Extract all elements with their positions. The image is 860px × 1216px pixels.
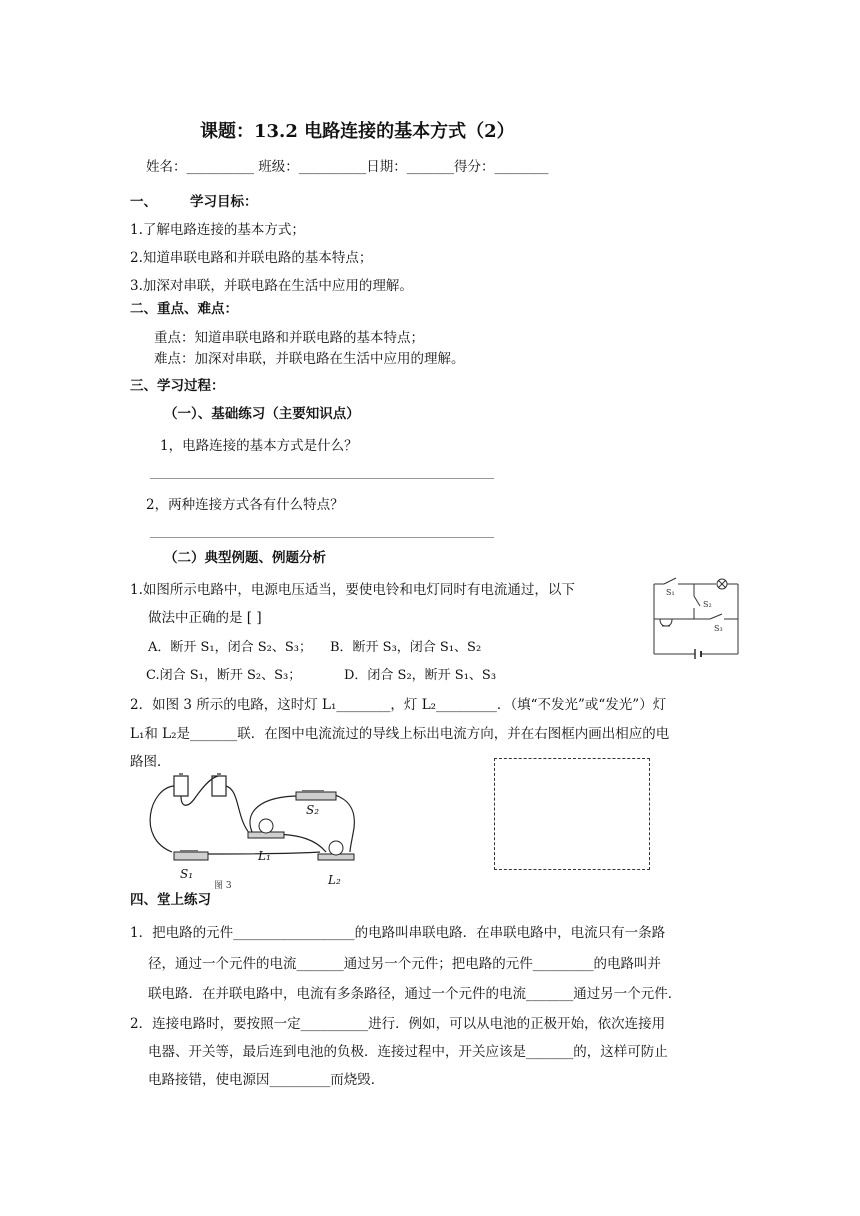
fig3-label-s2: S₂	[306, 803, 320, 817]
goal-item: 3.加深对串联，并联电路在生活中应用的理解。	[130, 278, 413, 294]
student-info-line: 姓名：__________ 班级：__________日期：_______得分：________	[146, 159, 549, 175]
fig3-label-l2: L₂	[328, 873, 341, 887]
example-2-line-1: 2．如图 3 所示的电路，这时灯 L₁________，灯 L₂_________．（填“不发光”或“发光”）灯	[130, 697, 667, 713]
practice-1-line-2: 径，通过一个元件的电流_______通过另一个元件；把电路的元件_________的电路叫并	[148, 956, 661, 972]
subsection-basic-practice: （一）、基础练习（主要知识点）	[164, 406, 360, 422]
fig3-label-s1: S₁	[180, 867, 194, 881]
fig3-caption: 图 3	[214, 881, 232, 890]
section-2-heading: 二、重点、难点：	[130, 301, 238, 317]
fig1-label-s3: S₃	[714, 624, 723, 633]
practice-1-line-3: 联电路．在并联电路中，电流有多条路径，通过一个元件的电流_______通过另一个元件．	[148, 986, 682, 1002]
section-1-heading	[130, 190, 258, 210]
wire	[300, 793, 354, 852]
question-2: 2，两种连接方式各有什么特点？	[146, 497, 344, 513]
answer-line-2	[150, 537, 494, 538]
key-point: 重点：知道串联电路和并联电路的基本特点；	[154, 330, 424, 346]
subsection-examples: （二）典型例题、例题分析	[164, 550, 326, 566]
fig3-label-l1: L₁	[258, 849, 271, 863]
drawing-answer-box[interactable]	[494, 758, 650, 870]
question-1: 1，电路连接的基本方式是什么？	[160, 438, 358, 454]
practice-2-line-2: 电器、开关等，最后连到电池的负极．连接过程中，开关应该是_______的，这样可防止	[148, 1044, 668, 1060]
fig1-label-s2: S₂	[703, 600, 712, 609]
battery-cell-icon	[174, 776, 188, 796]
section-3-heading: 三、学习过程：	[130, 378, 225, 394]
practice-2-line-3: 电路接错，使电源因_________而烧毁．	[148, 1072, 385, 1088]
switch-s1-icon	[174, 852, 208, 860]
example-1-line-1: 1.如图所示电路中，电源电压适当，要使电铃和电灯同时有电流通过，以下	[130, 582, 575, 598]
page-title: 课题：13.2 电路连接的基本方式（2）	[200, 121, 515, 142]
example-1-line-2: 做法中正确的是 [ ]	[148, 610, 262, 626]
switch-s2-icon	[296, 792, 336, 800]
difficult-point: 难点：加深对串联，并联电路在生活中应用的理解。	[154, 351, 465, 367]
example-2-line-3: 路图．	[130, 754, 171, 770]
answer-line-1	[150, 478, 494, 479]
wire	[226, 786, 250, 834]
section-1-number: 一、	[130, 194, 157, 210]
wire	[250, 796, 300, 832]
example-2-line-2: L₁和 L₂是_______联．在图中电流流过的导线上标出电流方向，并在右图框内画出相应的电	[130, 726, 670, 742]
section-1-title: 学习目标：	[190, 194, 258, 210]
battery-cell-icon	[212, 776, 226, 796]
example-1-option-d: D．闭合 S₂，断开 S₁、S₃	[344, 668, 497, 683]
switch-s3-blade	[710, 614, 722, 619]
circuit-diagram-figure-1	[648, 574, 744, 664]
circuit-figure-3	[140, 768, 380, 890]
wire	[150, 786, 174, 852]
switch-s2-blade	[694, 596, 700, 606]
practice-1-line-1: 1．把电路的元件__________________的电路叫串联电路．在串联电路中，电流只有一条路	[130, 925, 666, 941]
fig1-label-s1: S₁	[666, 588, 675, 597]
switch-s1-blade	[664, 578, 676, 584]
goal-item: 1.了解电路连接的基本方式；	[130, 222, 305, 238]
example-1-option-b: B．断开 S₃，闭合 S₁、S₂	[330, 640, 482, 655]
example-1-option-c: C.闭合 S₁，断开 S₂、S₃；	[146, 668, 302, 683]
goal-item: 2.知道串联电路和并联电路的基本特点；	[130, 250, 373, 266]
lamp-l2-icon	[329, 841, 343, 855]
bell-symbol	[660, 619, 672, 626]
section-4-heading: 四、堂上练习	[130, 892, 211, 908]
example-1-option-a: A．断开 S₁，闭合 S₂、S₃；	[148, 640, 313, 655]
practice-2-line-1: 2．连接电路时，要按照一定__________进行．例如，可以从电池的正极开始，依次连接用	[130, 1016, 666, 1032]
lamp-l1-icon	[259, 819, 273, 833]
